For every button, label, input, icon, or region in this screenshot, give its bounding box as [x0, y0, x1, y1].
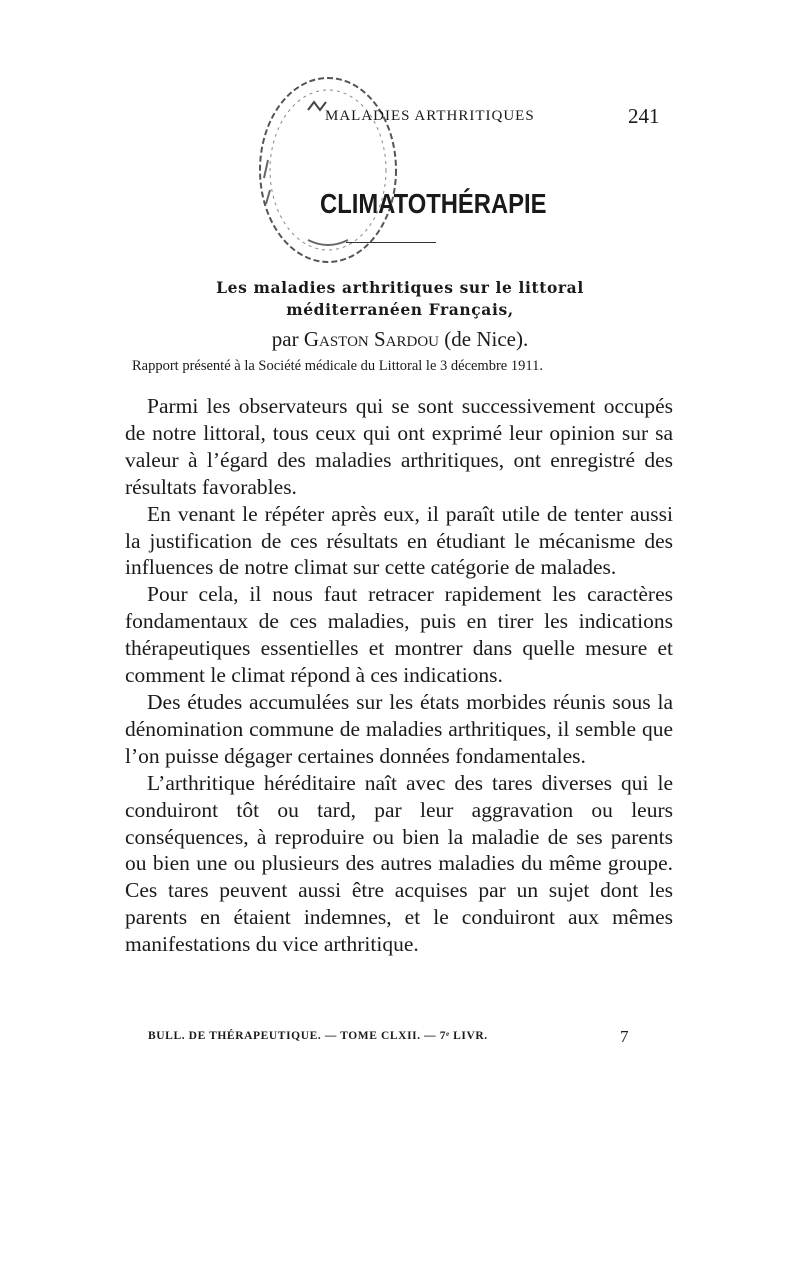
byline-prefix: par	[271, 327, 299, 351]
footer	[148, 1027, 630, 1046]
author-name: Gaston Sardou	[303, 327, 440, 351]
paragraph: L’arthritique héréditaire naît avec des tares diverses qui le conduiront tôt ou tard, par leur aggravation ou leurs conséquences, à reproduire ou bien la maladie de ses parents ou bien une ou plusieurs des autres maladies du même groupe. Ces tares peuvent aussi être acquises par un sujet dont les parents en étaient indemnes, et le conduiront aux mêmes manifestations du vice arthritique.	[125, 770, 673, 957]
byline	[120, 327, 680, 352]
signature-mark: 7	[620, 1027, 630, 1046]
running-head: MALADIES ARTHRITIQUES	[325, 108, 535, 124]
paragraph: Pour cela, il nous faut retracer rapidement les caractères fondamentaux de ces maladies, puis en tirer les indications thérapeutiques essentielles et montrer dans quelle mesure et comment le climat répond à ces indications.	[125, 582, 673, 688]
paragraph: Parmi les observateurs qui se sont successivement occupés de notre littoral, tous ceux qui ont exprimé leur opinion sur sa valeur à l’égard des maladies arthritiques, ont enregistré des résultats favorables.	[125, 394, 673, 499]
article-title-line2: méditerranéen Français,	[286, 300, 514, 319]
paragraph: En venant le répéter après eux, il paraît utile de tenter aussi la justification de ces résultats en étudiant le mécanisme des influences de notre climat sur cette catégorie de malades.	[125, 501, 673, 580]
library-stamp	[248, 70, 418, 270]
body-text	[125, 393, 673, 958]
section-title: CLIMATOTHÉRAPIE	[320, 188, 547, 219]
author-place: (de Nice).	[444, 327, 529, 351]
paragraph: Des études accumulées sur les états morbides réunis sous la dénomination commune de maladies arthritiques, il semble que l’on puisse dégager certaines données fondamentales.	[125, 689, 673, 768]
article-title-line1: Les maladies arthritiques sur le littoral	[216, 278, 584, 297]
title-rule	[346, 242, 436, 243]
report-note: Rapport présenté à la Société médicale du Littoral le 3 décembre 1911.	[132, 358, 543, 374]
page-number: 241	[628, 104, 660, 128]
footer-text: BULL. DE THÉRAPEUTIQUE. — TOME CLXII. — 7ᵉ LIVR.	[148, 1030, 488, 1042]
